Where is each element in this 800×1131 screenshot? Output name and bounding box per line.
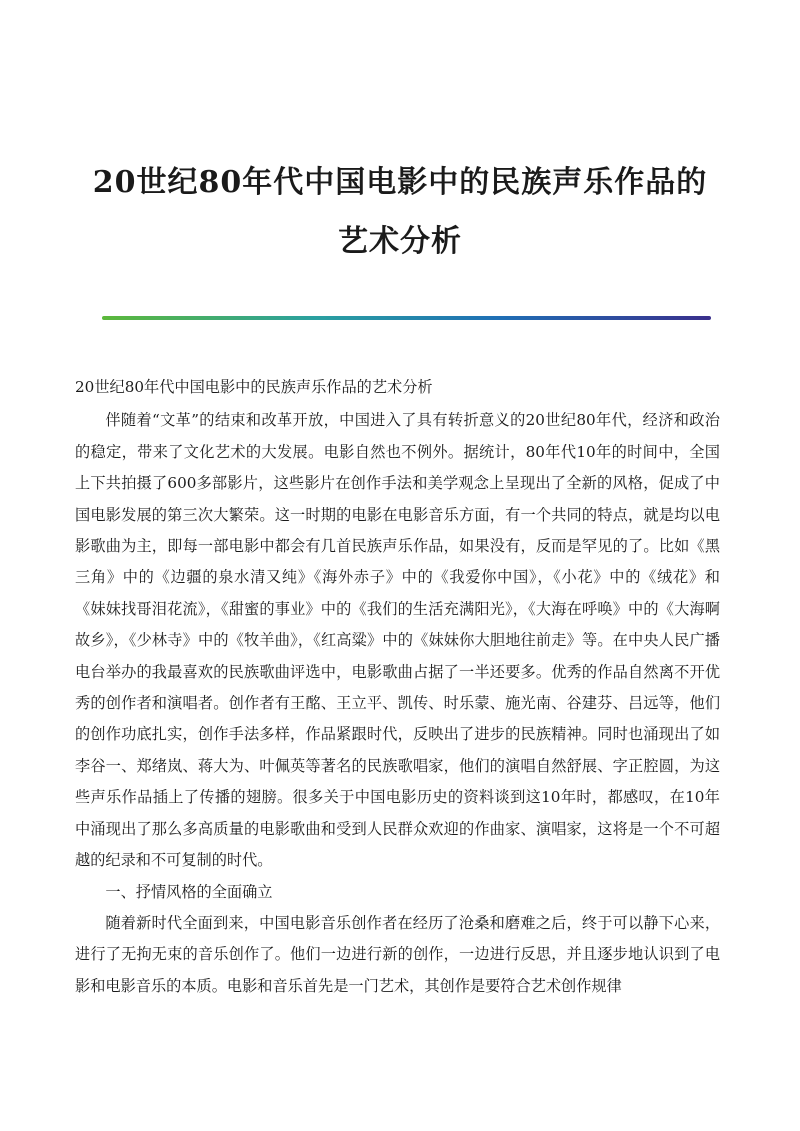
document-subtitle: 20世纪80年代中国电影中的民族声乐作品的艺术分析 <box>75 378 433 396</box>
document-title-line-2: 艺术分析 <box>338 224 462 259</box>
body-paragraph: 伴随着“文革”的结束和改革开放，中国进入了具有转折意义的20世纪80年代，经济和政治的稳定，带来了文化艺术的大发展。电影自然也不例外。据统计，80年代10年的时间中，全国上下共拍摄了600多部影片，这些影片在创作手法和美学观念上呈现出了全新的风格，促成了中国电影发展的第三次大繁荣。这一时期的电影在电影音乐方面，有一个共同的特点，就是均以电影歌曲为主，即每一部电影中都会有几首民族声乐作品，如果没有，反而是罕见的了。比如《黑三角》中的《边疆的泉水清又纯》《海外赤子》中的《我爱你中国》，《小花》中的《绒花》和《妹妹找哥泪花流》，《甜蜜的事业》中的《我们的生活充满阳光》，《大海在呼唤》中的《大海啊故乡》，《少林寺》中的《牧羊曲》，《红高粱》中的《妹妹你大胆地往前走》等。在中央人民广播电台举办的我最喜欢的民族歌曲评选中，电影歌曲占据了一半还要多。优秀的作品自然离不开优秀的创作者和演唱者。创作者有王酩、王立平、凯传、时乐蒙、施光南、谷建芬、吕远等，他们的创作功底扎实，创作手法多样，作品紧跟时代，反映出了进步的民族精神。同时也涌现出了如李谷一、郑绪岚、蒋大为、叶佩英等著名的民族歌唱家，他们的演唱自然舒展、字正腔圆，为这些声乐作品插上了传播的翅膀。很多关于中国电影历史的资料谈到这10年时，都感叹，在10年中涌现出了那么多高质量的电影歌曲和受到人民群众欢迎的作曲家、演唱家，这将是一个不可超越的纪录和不可复制的时代。 <box>75 411 720 870</box>
document-title-line-1: 20世纪80年代中国电影中的民族声乐作品的 <box>92 165 708 200</box>
section-heading: 一、抒情风格的全面确立 <box>105 882 273 901</box>
document-body <box>75 372 720 1002</box>
body-paragraph: 随着新时代全面到来，中国电影音乐创作者在经历了沧桑和磨难之后，终于可以静下心来，进行了无拘无束的音乐创作了。他们一边进行新的创作，一边进行反思，并且逐步地认识到了电影和电影音乐的本质。电影和音乐首先是一门艺术，其创作是要符合艺术创作规律 <box>75 913 720 995</box>
title-divider <box>102 316 711 320</box>
